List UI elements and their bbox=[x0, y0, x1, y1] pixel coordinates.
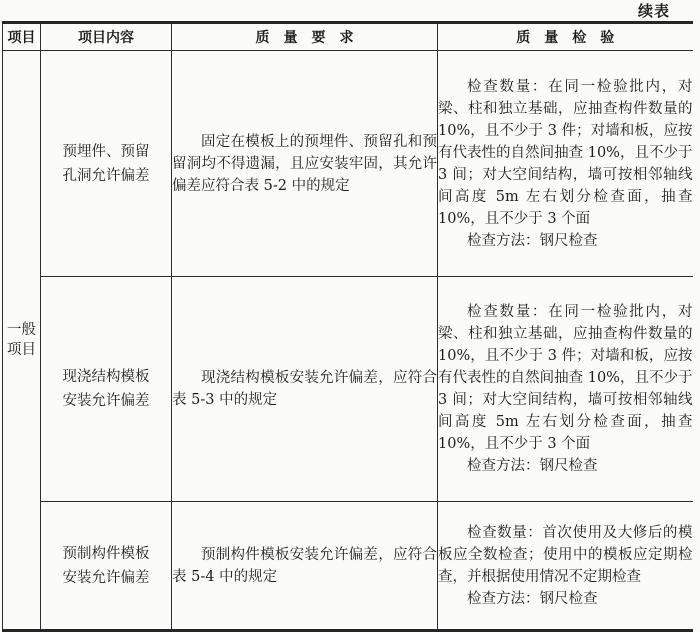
header-quality-requirement: 质 量 要 求 bbox=[172, 23, 438, 51]
requirement-text: 预制构件模板安装允许偏差，应符合表 5-4 中的规定 bbox=[172, 546, 437, 585]
content-line: 安装允许偏差 bbox=[62, 393, 150, 409]
content-line: 孔洞允许偏差 bbox=[62, 167, 150, 184]
header-quality-inspection: 质 量 检 验 bbox=[438, 23, 693, 51]
continued-table-label: 续表 bbox=[637, 2, 670, 20]
project-group-cell bbox=[3, 51, 41, 631]
inspection-method-text: 检查方法：钢尺检查 bbox=[467, 458, 598, 474]
requirement-text: 现浇结构模板安装允许偏差，应符合表 5-3 中的规定 bbox=[172, 370, 437, 408]
header-project-content: 项目内容 bbox=[41, 23, 172, 51]
header-row bbox=[3, 23, 693, 51]
project-group-line: 一般 bbox=[7, 322, 36, 338]
project-group-line: 项目 bbox=[7, 342, 36, 358]
quality-requirements-table bbox=[2, 21, 693, 632]
requirement-cell bbox=[172, 51, 438, 277]
content-line: 预制构件模板 bbox=[62, 545, 150, 562]
table-row-cast-in-situ bbox=[3, 277, 693, 502]
content-cell bbox=[41, 51, 172, 277]
inspection-quantity-text: 检查数量：在同一检验批内，对梁、柱和独立基础，应抽查构件数量的 10%，且不少于 3 件；对墙和板，应按有代表性的自然间抽查 10%，且不少于 3 间；对大空间结构，墙可按相邻轴线间高度 5m 左右划分检查面，抽查 10%，且不少于 3 个面 bbox=[438, 78, 693, 227]
content-cell bbox=[41, 277, 172, 502]
table-row-precast bbox=[3, 502, 693, 631]
table-row-embedded-parts bbox=[3, 51, 693, 277]
content-line: 预埋件、预留 bbox=[62, 143, 150, 160]
requirement-cell bbox=[172, 502, 438, 631]
content-cell bbox=[41, 502, 172, 631]
inspection-quantity-text: 检查数量：首次使用及大修后的模板应全数检查；使用中的模板应定期检查，并根据使用情况不定期检查 bbox=[438, 524, 693, 585]
content-line: 安装允许偏差 bbox=[62, 569, 150, 586]
inspection-method-text: 检查方法：钢尺检查 bbox=[467, 232, 598, 249]
requirement-cell bbox=[172, 277, 438, 502]
inspection-cell bbox=[438, 502, 693, 631]
inspection-method-text: 检查方法：钢尺检查 bbox=[467, 590, 598, 607]
header-project: 项目 bbox=[3, 23, 41, 51]
content-line: 现浇结构模板 bbox=[62, 369, 150, 385]
inspection-quantity-text: 检查数量：在同一检验批内，对梁、柱和独立基础，应抽查构件数量的 10%，且不少于 3 件；对墙和板，应按有代表性的自然间抽查 10%，且不少于 3 间；对大空间结构，墙可按相邻轴线间高度 5m 左右划分检查面，抽查 10%，且不少于 3 个面 bbox=[438, 304, 693, 452]
inspection-cell bbox=[438, 51, 693, 277]
requirement-text: 固定在模板上的预埋件、预留孔和预留洞均不得遗漏，且应安装牢固，其允许偏差应符合表 5-2 中的规定 bbox=[172, 133, 437, 194]
inspection-cell bbox=[438, 277, 693, 502]
